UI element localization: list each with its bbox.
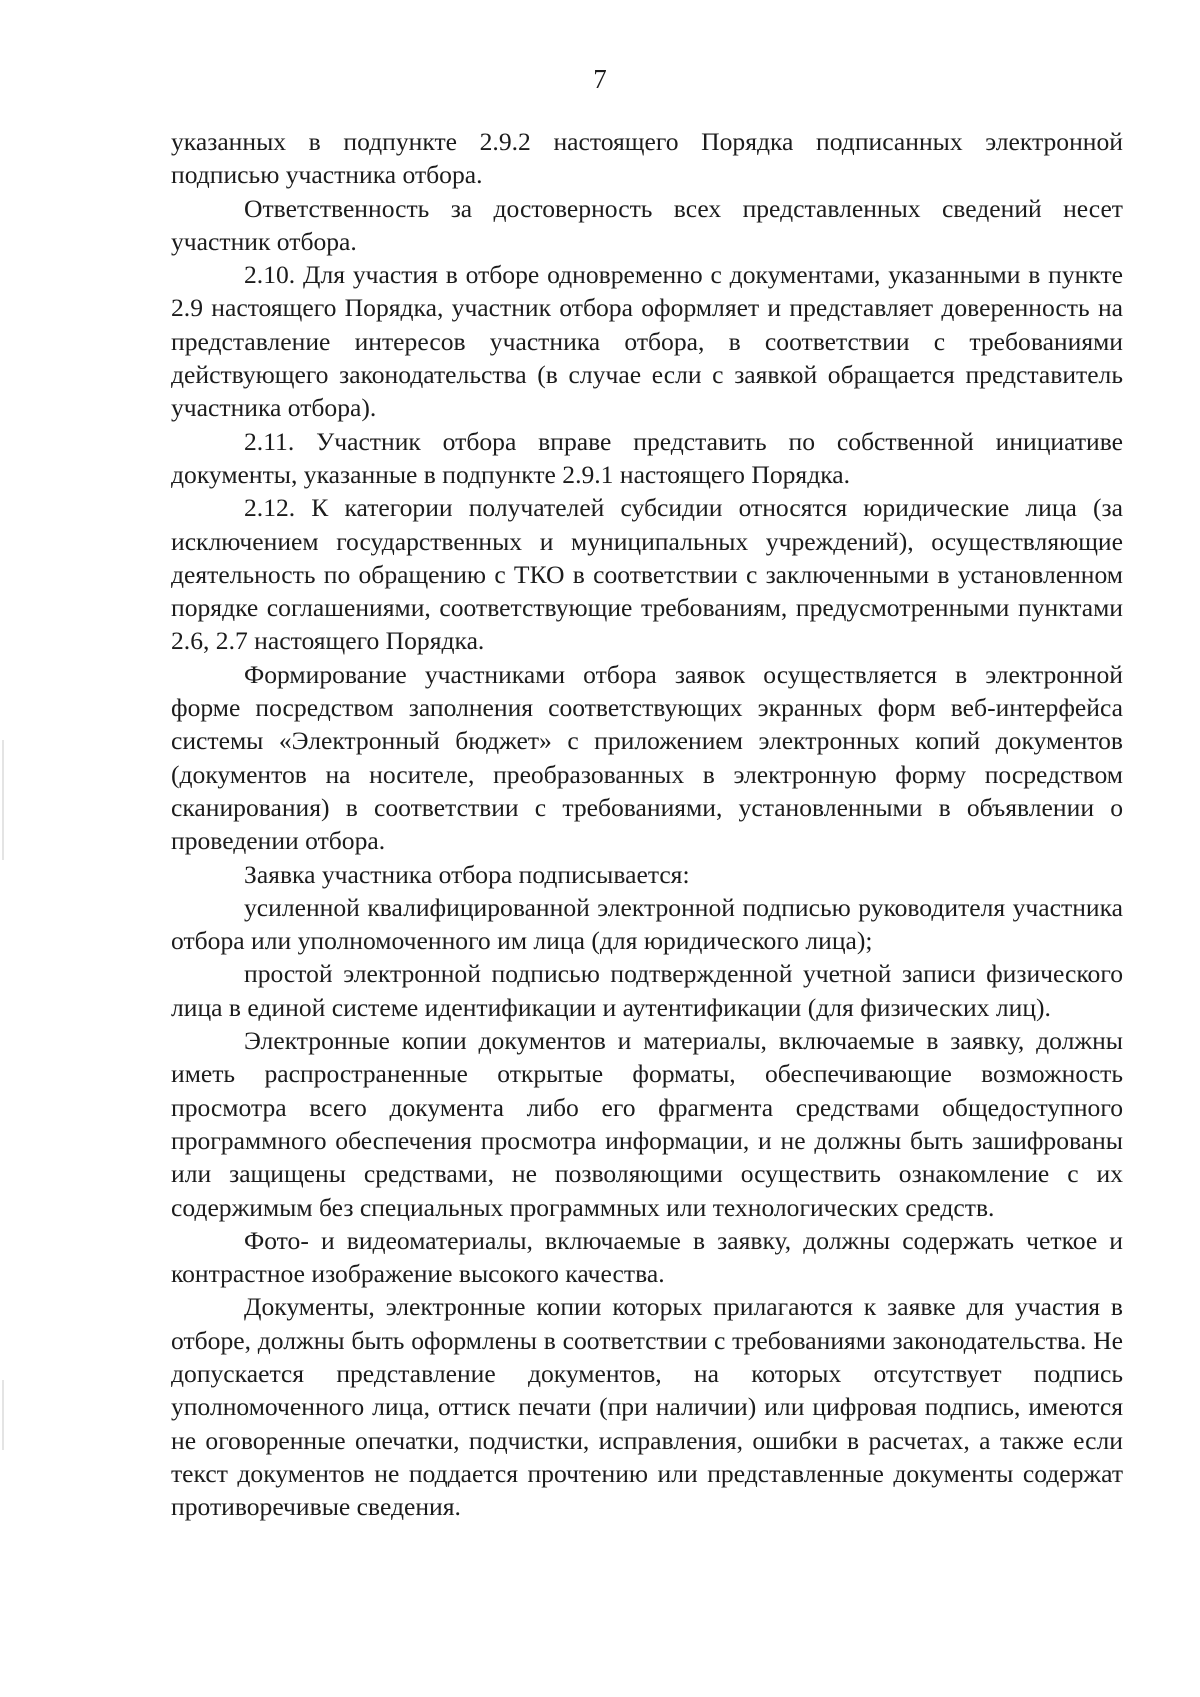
paragraph-2-11: 2.11. Участник отбора вправе представить по собственной инициативе документы, указанные в подпункте 2.9.1 настоящего Порядка. <box>171 426 1123 489</box>
paragraph-responsibility: Ответственность за достоверность всех представленных сведений несет участник отбора. <box>171 193 1123 256</box>
document-body <box>171 125 1123 1523</box>
paragraph-continuation: указанных в подпункте 2.9.2 настоящего Порядка подписанных электронной подписью участника отбора. <box>171 127 1123 190</box>
paragraph-signing-legal: усиленной квалифицированной электронной подписью руководителя участника отбора или уполномоченного им лица (для юридического лица); <box>171 892 1123 956</box>
paragraph-signing-intro: Заявка участника отбора подписывается: <box>244 859 690 889</box>
paragraph-2-12: 2.12. К категории получателей субсидии относятся юридические лица (за исключением государственных и муниципальных учреждений), осуществляющие деятельность по обращению с ТКО в соответствии с заключенными в установленном порядке соглашениями, соответствующие требованиям, предусмотренными пунктами 2.6, 2.7 настоящего Порядка. <box>171 493 1123 656</box>
paragraph-documents-requirements: Документы, электронные копии которых прилагаются к заявке для участия в отборе, должны быть оформлены в соответствии с требованиями законодательства. Не допускается представление документов, на которых отсутствует подпись уполномоченного лица, оттиск печати (при наличии) или цифровая подпись, имеются не оговоренные опечатки, подчистки, исправления, ошибки в расчетах, а также если текст документов не поддается прочтению или представленные документы содержат противоречивые сведения. <box>171 1292 1123 1522</box>
paragraph-photo-video: Фото- и видеоматериалы, включаемые в заявку, должны содержать четкое и контрастное изображение высокого качества. <box>171 1225 1123 1289</box>
page-number: 7 <box>593 64 607 94</box>
paragraph-2-10: 2.10. Для участия в отборе одновременно с документами, указанными в пункте 2.9 настоящего Порядка, участник отбора оформляет и представляет доверенность на представление интересов участника отбора, в соответствии с требованиями действующего законодательства (в случае если с заявкой обращается представитель участника отбора). <box>171 260 1123 423</box>
scan-artifact <box>2 740 4 860</box>
scan-artifact <box>2 1380 4 1450</box>
paragraph-application-forming: Формирование участниками отбора заявок осуществляется в электронной форме посредством заполнения соответствующих экранных форм веб-интерфейса системы «Электронный бюджет» с приложением электронных копий документов (документов на носителе, преобразованных в электронную форму посредством сканирования) в соответствии с требованиями, установленными в объявлении о проведении отбора. <box>171 659 1123 856</box>
paragraph-electronic-copies: Электронные копии документов и материалы, включаемые в заявку, должны иметь распространенные открытые форматы, обеспечивающие возможность просмотра всего документа либо его фрагмента средствами общедоступного программного обеспечения просмотра информации, и не должны быть зашифрованы или защищены средствами, не позволяющими осуществить ознакомление с их содержимым без специальных программных или технологических средств. <box>171 1026 1123 1222</box>
paragraph-signing-physical: простой электронной подписью подтвержденной учетной записи физического лица в единой системе идентификации и аутентификации (для физических лиц). <box>171 959 1123 1022</box>
